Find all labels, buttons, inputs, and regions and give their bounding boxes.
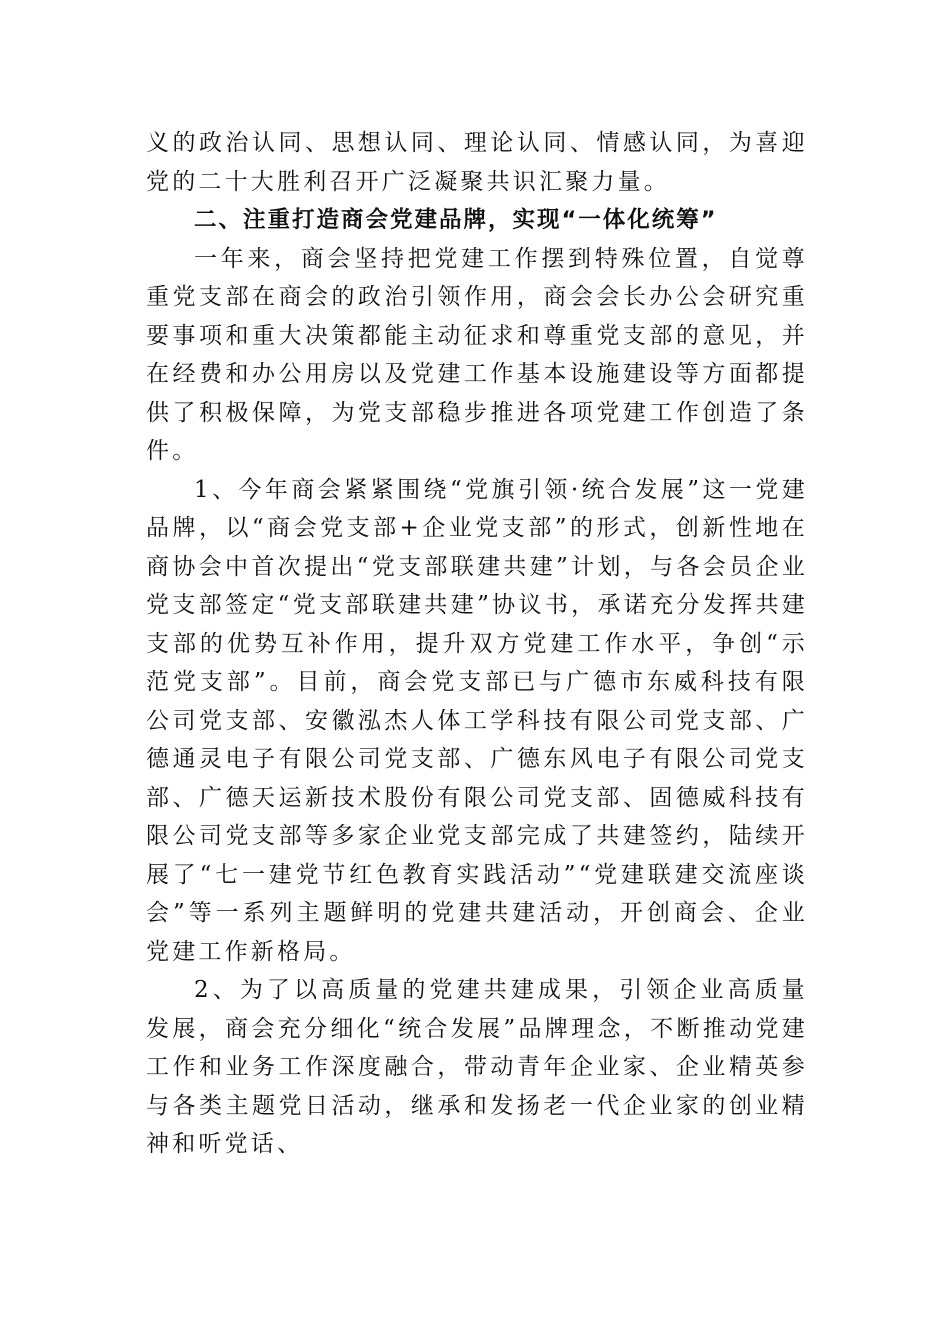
- paragraph-item-1: 1、今年商会紧紧围绕“党旗引领·统合发展”这一党建品牌，以“商会党支部+企业党支部”的形式，创新性地在商协会中首次提出“党支部联建共建”计划，与各会员企业党支部签定“党支部联建共建”协议书，承诺充分发挥共建支部的优势互补作用，提升双方党建工作水平，争创“示范党支部”。目前，商会党支部已与广德市东威科技有限公司党支部、安徽泓杰人体工学科技有限公司党支部、广德通灵电子有限公司党支部、广德东风电子有限公司党支部、广德天运新技术股份有限公司党支部、固德威科技有限公司党支部等多家企业党支部完成了共建签约，陆续开展了“七一建党节红色教育实践活动”“党建联建交流座谈会”等一系列主题鲜明的党建共建活动，开创商会、企业党建工作新格局。: [146, 476, 808, 965]
- document-page: [146, 124, 808, 1164]
- paragraph-item-2: 2、为了以高质量的党建共建成果，引领企业高质量发展，商会充分细化“统合发展”品牌理念，不断推动党建工作和业务工作深度融合，带动青年企业家、企业精英参与各类主题党日活动，继承和发扬老一代企业家的创业精神和听党话、: [146, 977, 808, 1157]
- paragraph-party-building: 一年来，商会坚持把党建工作摆到特殊位置，自觉尊重党支部在商会的政治引领作用，商会会长办公会研究重要事项和重大决策都能主动征求和尊重党支部的意见，并在经费和办公用房以及党建工作基本设施建设等方面都提供了积极保障，为党支部稳步推进各项党建工作创造了条件。: [146, 245, 808, 464]
- paragraph-continuation: 义的政治认同、思想认同、理论认同、情感认同，为喜迎党的二十大胜利召开广泛凝聚共识汇聚力量。: [146, 130, 808, 195]
- section-heading-2: 二、注重打造商会党建品牌，实现“一体化统筹”: [194, 207, 718, 233]
